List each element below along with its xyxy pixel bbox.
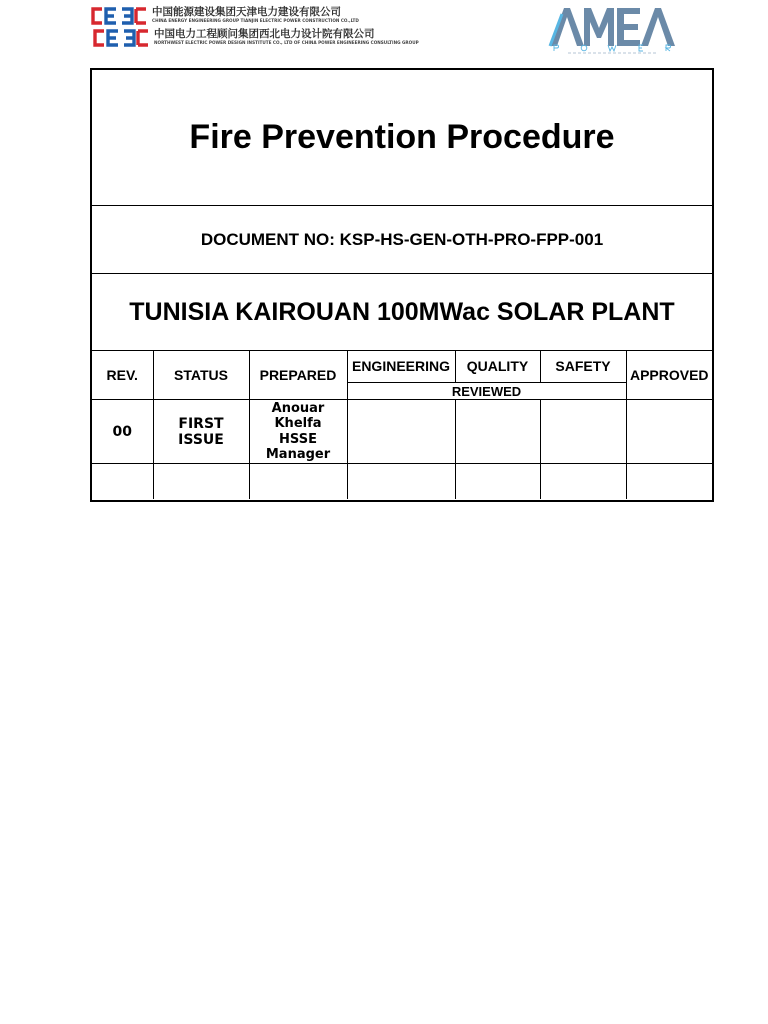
prepared-line-1: Anouar: [271, 400, 325, 416]
cedc-company-name-cn-2: 中国电力工程顾问集团西北电力设计院有限公司: [154, 28, 375, 40]
cell-quality: [455, 400, 540, 464]
cedc-mark-icon: [90, 7, 148, 25]
header-approved: APPROVED: [626, 350, 712, 400]
cover-table: [90, 68, 714, 502]
header-safety: SAFETY: [540, 350, 626, 383]
cedc-company-name-en-1: CHINA ENERGY ENGINEERING GROUP TIANJIN ELECTRIC POWER CONSTRUCTION CO.,LTD: [152, 18, 359, 23]
empty-cell: [540, 464, 626, 500]
prepared-line-4: Manager: [265, 447, 331, 462]
empty-cell: [455, 464, 540, 500]
cedc-logo-row-2: [92, 28, 419, 48]
header-reviewed: REVIEWED: [347, 383, 626, 400]
table-row-empty: [92, 464, 712, 500]
document-title: Fire Prevention Procedure: [92, 70, 712, 206]
project-name: TUNISIA KAIROUAN 100MWac SOLAR PLANT: [129, 297, 675, 326]
empty-cell: [249, 464, 347, 500]
amea-power-logo: [548, 4, 678, 54]
revision-table: [92, 350, 712, 499]
cedc-mark-icon: [92, 29, 150, 47]
header-prepared: PREPARED: [249, 350, 347, 400]
document-number: DOCUMENT NO: KSP-HS-GEN-OTH-PRO-FPP-001: [92, 206, 712, 274]
empty-cell: [347, 464, 455, 500]
empty-cell: [92, 464, 153, 500]
status-line-2: ISSUE: [178, 431, 224, 448]
cell-status: [153, 400, 249, 464]
project-name-band: [92, 274, 712, 351]
table-row: [92, 400, 712, 464]
header-engineering: ENGINEERING: [347, 350, 455, 383]
cell-rev: 00: [92, 400, 153, 464]
cedc-logo: [90, 6, 419, 50]
empty-cell: [153, 464, 249, 500]
empty-cell: [626, 464, 712, 500]
header-quality: QUALITY: [455, 350, 540, 383]
prepared-line-2: Khelfa: [274, 416, 322, 431]
cedc-logo-row-1: [90, 6, 395, 26]
cell-engineering: [347, 400, 455, 464]
cell-approved: [626, 400, 712, 464]
prepared-line-3: HSSE: [279, 431, 317, 447]
cedc-company-name-en-2: NORTHWEST ELECTRIC POWER DESIGN INSTITUTE CO., LTD OF CHINA POWER ENGINEERING CONSULTING GROUP: [154, 40, 419, 45]
cell-prepared: [249, 400, 347, 464]
cell-safety: [540, 400, 626, 464]
header-rev: REV.: [92, 350, 153, 400]
status-line-1: FIRST: [178, 415, 224, 432]
header-status: STATUS: [153, 350, 249, 400]
cedc-company-name-cn-1: 中国能源建设集团天津电力建设有限公司: [152, 6, 341, 18]
